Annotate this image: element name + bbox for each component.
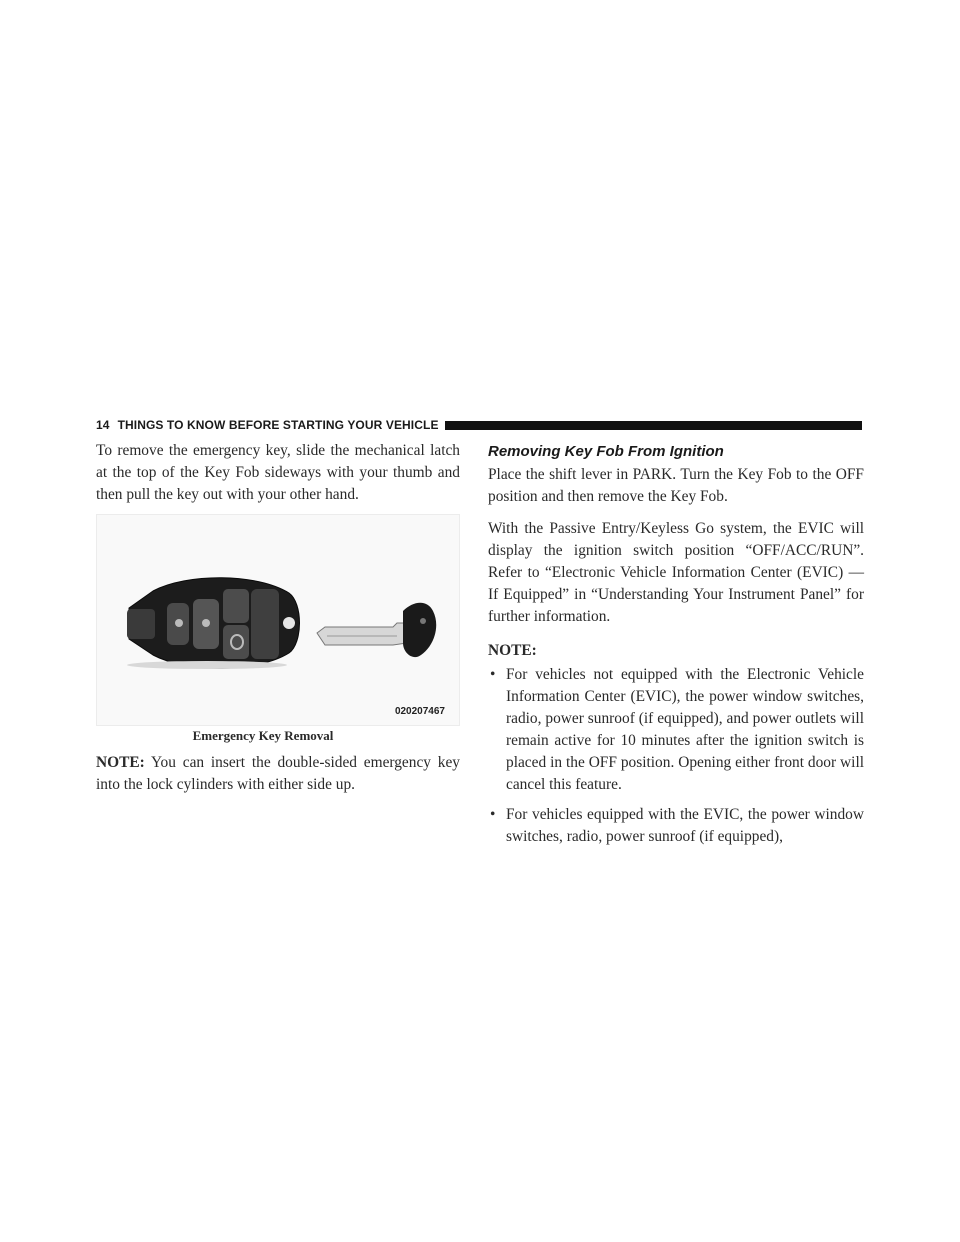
left-column <box>96 440 460 796</box>
note-bullet-list <box>488 664 864 848</box>
paragraph-evic: With the Passive Entry/Keyless Go system, the EVIC will display the ignition switch position “OFF/ACC/RUN”. Refer to “Electronic Vehicle Information Center (EVIC) — If Equipped” in “Understanding Your Instrument Panel” for further information. <box>488 520 864 625</box>
list-item <box>488 804 864 848</box>
note-text: You can insert the double-sided emergency key into the lock cylinders with either side up. <box>96 754 461 793</box>
intro-paragraph: To remove the emergency key, slide the mechanical latch at the top of the Key Fob sideways with your thumb and then pull the key out with your other hand. <box>96 442 460 503</box>
note-paragraph <box>96 752 460 796</box>
figure-caption: Emergency Key Removal <box>192 728 334 743</box>
emergency-key-icon <box>317 603 436 657</box>
section-heading: Removing Key Fob From Ignition <box>488 443 724 460</box>
note-heading: NOTE: <box>488 642 537 659</box>
key-fob-icon <box>127 578 300 669</box>
figure-code: 020207467 <box>394 706 445 717</box>
bullet-text: For vehicles not equipped with the Electronic Vehicle Information Center (EVIC), the power window switches, radio, power sunroof (if equipped), and power outlets will remain active for 10 minutes after the ignition switch is placed in the OFF position. Opening either front door will cancel this feature. <box>506 666 864 793</box>
bullet-text: For vehicles equipped with the EVIC, the power window switches, radio, power sunroof (if equipped), <box>506 806 864 845</box>
page-number: 14 <box>96 418 110 432</box>
paragraph-park: Place the shift lever in PARK. Turn the Key Fob to the OFF position and then remove the Key Fob. <box>488 466 864 505</box>
key-fob-illustration <box>97 515 459 725</box>
list-item <box>488 664 864 796</box>
chapter-title: THINGS TO KNOW BEFORE STARTING YOUR VEHICLE <box>117 418 439 432</box>
right-column <box>488 440 864 856</box>
page-header <box>96 418 862 432</box>
header-rule <box>445 421 862 430</box>
bullet-icon: • <box>490 806 496 823</box>
emergency-key-figure <box>96 514 460 726</box>
note-label: NOTE: <box>96 754 145 771</box>
bullet-icon: • <box>490 666 496 683</box>
